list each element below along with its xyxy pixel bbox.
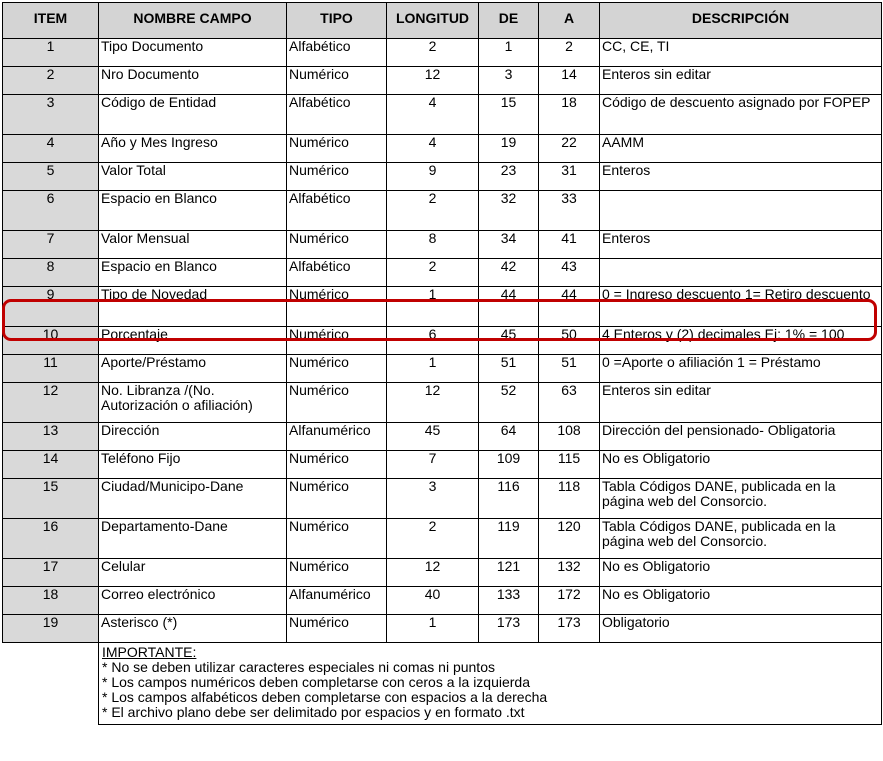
cell-longitud: 7 — [387, 451, 479, 479]
cell-item: 14 — [3, 451, 99, 479]
header-longitud: LONGITUD — [387, 3, 479, 39]
cell-nombre-campo: Espacio en Blanco — [99, 191, 287, 231]
cell-tipo: Numérico — [287, 519, 387, 559]
cell-de: 32 — [479, 191, 539, 231]
table-row — [3, 39, 882, 67]
cell-item: 15 — [3, 479, 99, 519]
cell-longitud: 2 — [387, 39, 479, 67]
cell-a: 118 — [539, 479, 600, 519]
table-row — [3, 67, 882, 95]
cell-tipo: Alfabético — [287, 95, 387, 135]
cell-tipo: Numérico — [287, 231, 387, 259]
cell-a: 51 — [539, 355, 600, 383]
table-row — [3, 287, 882, 327]
cell-item: 2 — [3, 67, 99, 95]
cell-tipo: Alfabético — [287, 259, 387, 287]
table-row — [3, 587, 882, 615]
cell-de: 1 — [479, 39, 539, 67]
cell-descripcion: CC, CE, TI — [600, 39, 882, 67]
field-spec-table — [2, 2, 882, 725]
header-item: ITEM — [3, 3, 99, 39]
cell-nombre-campo: Código de Entidad — [99, 95, 287, 135]
cell-a: 63 — [539, 383, 600, 423]
cell-de: 19 — [479, 135, 539, 163]
cell-item: 19 — [3, 615, 99, 643]
cell-longitud: 3 — [387, 479, 479, 519]
cell-de: 52 — [479, 383, 539, 423]
cell-item: 10 — [3, 327, 99, 355]
cell-a: 2 — [539, 39, 600, 67]
cell-nombre-campo: No. Libranza /(No. Autorización o afiliación) — [99, 383, 287, 423]
cell-nombre-campo: Porcentaje — [99, 327, 287, 355]
cell-a: 50 — [539, 327, 600, 355]
cell-longitud: 2 — [387, 519, 479, 559]
cell-longitud: 12 — [387, 383, 479, 423]
header-row — [3, 3, 882, 39]
cell-a: 31 — [539, 163, 600, 191]
notes-title: IMPORTANTE: — [102, 644, 197, 660]
cell-longitud: 2 — [387, 259, 479, 287]
cell-descripcion: Enteros — [600, 163, 882, 191]
cell-de: 173 — [479, 615, 539, 643]
notes-row — [3, 643, 882, 725]
cell-de: 109 — [479, 451, 539, 479]
cell-longitud: 12 — [387, 559, 479, 587]
cell-nombre-campo: Departamento-Dane — [99, 519, 287, 559]
cell-item: 16 — [3, 519, 99, 559]
cell-item: 8 — [3, 259, 99, 287]
table-row — [3, 95, 882, 135]
cell-descripcion: Tabla Códigos DANE, publicada en la página web del Consorcio. — [600, 519, 882, 559]
cell-item: 9 — [3, 287, 99, 327]
header-descripcion: DESCRIPCIÓN — [600, 3, 882, 39]
cell-de: 121 — [479, 559, 539, 587]
header-tipo: TIPO — [287, 3, 387, 39]
cell-tipo: Numérico — [287, 163, 387, 191]
cell-longitud: 12 — [387, 67, 479, 95]
cell-item: 6 — [3, 191, 99, 231]
cell-a: 172 — [539, 587, 600, 615]
cell-longitud: 1 — [387, 355, 479, 383]
cell-longitud: 1 — [387, 615, 479, 643]
cell-descripcion: Dirección del pensionado- Obligatoria — [600, 423, 882, 451]
cell-tipo: Numérico — [287, 559, 387, 587]
cell-longitud: 1 — [387, 287, 479, 327]
cell-tipo: Alfabético — [287, 191, 387, 231]
cell-nombre-campo: Tipo de Novedad — [99, 287, 287, 327]
note-line: * No se deben utilizar caracteres especiales ni comas ni puntos — [102, 659, 495, 675]
header-nombre-campo: NOMBRE CAMPO — [99, 3, 287, 39]
table-row — [3, 479, 882, 519]
cell-descripcion: No es Obligatorio — [600, 451, 882, 479]
cell-a: 18 — [539, 95, 600, 135]
cell-descripcion: 0 = Ingreso descuento 1= Retiro descuento — [600, 287, 882, 327]
cell-longitud: 2 — [387, 191, 479, 231]
cell-tipo: Numérico — [287, 615, 387, 643]
cell-descripcion — [600, 191, 882, 231]
cell-a: 33 — [539, 191, 600, 231]
note-line: * Los campos alfabéticos deben completarse con espacios a la derecha — [102, 689, 548, 705]
cell-descripcion: No es Obligatorio — [600, 559, 882, 587]
cell-nombre-campo: Aporte/Préstamo — [99, 355, 287, 383]
cell-item: 1 — [3, 39, 99, 67]
header-de: DE — [479, 3, 539, 39]
cell-tipo: Numérico — [287, 135, 387, 163]
cell-a: 41 — [539, 231, 600, 259]
cell-descripcion: No es Obligatorio — [600, 587, 882, 615]
cell-de: 116 — [479, 479, 539, 519]
cell-item: 3 — [3, 95, 99, 135]
notes-spacer — [3, 643, 99, 725]
cell-item: 12 — [3, 383, 99, 423]
cell-descripcion: Obligatorio — [600, 615, 882, 643]
cell-descripcion: 4 Enteros y (2) decimales Ej: 1% = 100 — [600, 327, 882, 355]
cell-tipo: Numérico — [287, 355, 387, 383]
cell-descripcion: 0 =Aporte o afiliación 1 = Préstamo — [600, 355, 882, 383]
cell-tipo: Alfanumérico — [287, 587, 387, 615]
cell-tipo: Numérico — [287, 451, 387, 479]
note-line: * Los campos numéricos deben completarse con ceros a la izquierda — [102, 674, 531, 690]
cell-a: 115 — [539, 451, 600, 479]
cell-longitud: 45 — [387, 423, 479, 451]
cell-item: 13 — [3, 423, 99, 451]
table-row — [3, 231, 882, 259]
cell-de: 34 — [479, 231, 539, 259]
cell-de: 44 — [479, 287, 539, 327]
cell-de: 3 — [479, 67, 539, 95]
cell-descripcion — [600, 259, 882, 287]
cell-nombre-campo: Valor Mensual — [99, 231, 287, 259]
cell-item: 5 — [3, 163, 99, 191]
cell-de: 42 — [479, 259, 539, 287]
table-row — [3, 191, 882, 231]
cell-tipo: Numérico — [287, 67, 387, 95]
cell-longitud: 40 — [387, 587, 479, 615]
table-row — [3, 327, 882, 355]
cell-de: 133 — [479, 587, 539, 615]
cell-nombre-campo: Dirección — [99, 423, 287, 451]
cell-longitud: 6 — [387, 327, 479, 355]
table-row — [3, 519, 882, 559]
cell-longitud: 8 — [387, 231, 479, 259]
cell-tipo: Numérico — [287, 383, 387, 423]
cell-a: 173 — [539, 615, 600, 643]
cell-a: 120 — [539, 519, 600, 559]
cell-nombre-campo: Teléfono Fijo — [99, 451, 287, 479]
cell-item: 17 — [3, 559, 99, 587]
table-body — [3, 39, 882, 643]
cell-tipo: Alfabético — [287, 39, 387, 67]
cell-nombre-campo: Correo electrónico — [99, 587, 287, 615]
cell-a: 14 — [539, 67, 600, 95]
cell-nombre-campo: Nro Documento — [99, 67, 287, 95]
cell-de: 119 — [479, 519, 539, 559]
cell-longitud: 4 — [387, 95, 479, 135]
cell-nombre-campo: Año y Mes Ingreso — [99, 135, 287, 163]
cell-a: 132 — [539, 559, 600, 587]
cell-item: 18 — [3, 587, 99, 615]
cell-item: 7 — [3, 231, 99, 259]
cell-longitud: 4 — [387, 135, 479, 163]
cell-descripcion: Tabla Códigos DANE, publicada en la página web del Consorcio. — [600, 479, 882, 519]
cell-de: 45 — [479, 327, 539, 355]
cell-a: 43 — [539, 259, 600, 287]
cell-item: 4 — [3, 135, 99, 163]
cell-a: 108 — [539, 423, 600, 451]
table-row — [3, 135, 882, 163]
cell-nombre-campo: Asterisco (*) — [99, 615, 287, 643]
table-row — [3, 615, 882, 643]
notes-box — [99, 643, 882, 725]
cell-tipo: Numérico — [287, 327, 387, 355]
cell-nombre-campo: Celular — [99, 559, 287, 587]
table-row — [3, 355, 882, 383]
cell-tipo: Numérico — [287, 287, 387, 327]
cell-de: 23 — [479, 163, 539, 191]
table-row — [3, 383, 882, 423]
cell-item: 11 — [3, 355, 99, 383]
cell-descripcion: AAMM — [600, 135, 882, 163]
cell-tipo: Numérico — [287, 479, 387, 519]
cell-nombre-campo: Tipo Documento — [99, 39, 287, 67]
cell-nombre-campo: Valor Total — [99, 163, 287, 191]
cell-de: 64 — [479, 423, 539, 451]
table-row — [3, 559, 882, 587]
cell-descripcion: Enteros sin editar — [600, 67, 882, 95]
table-row — [3, 163, 882, 191]
cell-a: 22 — [539, 135, 600, 163]
cell-descripcion: Enteros sin editar — [600, 383, 882, 423]
note-line: * El archivo plano debe ser delimitado por espacios y en formato .txt — [102, 704, 525, 720]
cell-nombre-campo: Ciudad/Municipo-Dane — [99, 479, 287, 519]
cell-tipo: Alfanumérico — [287, 423, 387, 451]
cell-longitud: 9 — [387, 163, 479, 191]
cell-descripcion: Código de descuento asignado por FOPEP — [600, 95, 882, 135]
table-row — [3, 451, 882, 479]
cell-descripcion: Enteros — [600, 231, 882, 259]
table-row — [3, 259, 882, 287]
cell-de: 15 — [479, 95, 539, 135]
cell-de: 51 — [479, 355, 539, 383]
header-a: A — [539, 3, 600, 39]
cell-a: 44 — [539, 287, 600, 327]
table-row — [3, 423, 882, 451]
cell-nombre-campo: Espacio en Blanco — [99, 259, 287, 287]
